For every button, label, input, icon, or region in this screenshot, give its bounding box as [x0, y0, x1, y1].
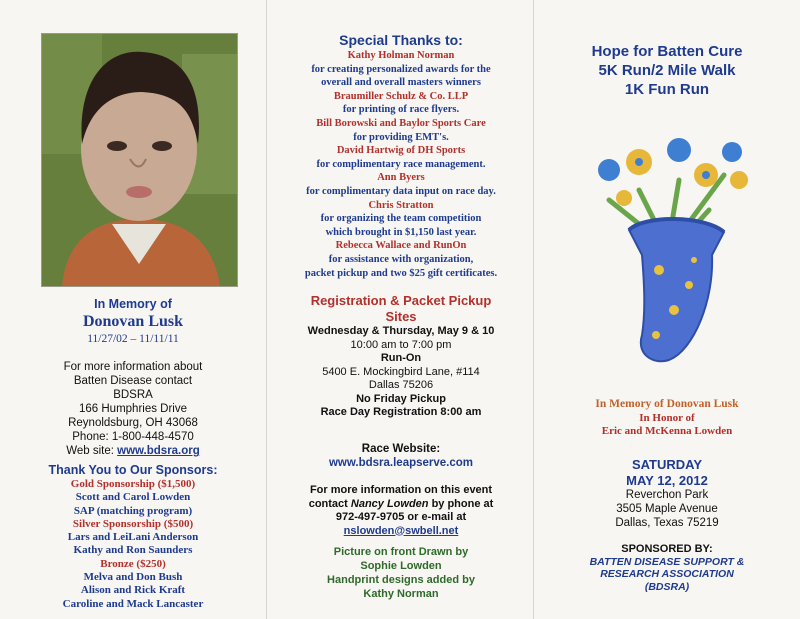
- thanks-name: David Hartwig of DH Sports: [336, 145, 466, 157]
- race-website-link[interactable]: www.bdsra.leapserve.com: [328, 457, 474, 469]
- memorial-dates: 11/27/02 – 11/11/11: [87, 333, 179, 345]
- thanks-name: Rebecca Wallace and RunOn: [335, 240, 467, 252]
- thanks-reason: packet pickup and two $25 gift certificates.: [304, 267, 498, 279]
- event-title: [534, 42, 800, 99]
- credit-line: Picture on front Drawn by: [333, 546, 469, 558]
- event-info-line: [267, 498, 535, 512]
- thanks-reason: for providing EMT's.: [353, 131, 449, 143]
- thanks-name: Kathy Holman Norman: [347, 50, 455, 61]
- child-portrait-image: [42, 34, 237, 286]
- info-line: 166 Humphries Drive: [78, 403, 187, 415]
- bdsra-contact-info: [0, 360, 266, 458]
- venue-line: Reverchon Park: [625, 489, 709, 501]
- thanks-name: Ann Byers: [377, 172, 425, 184]
- sponsor-level: Gold Sponsorship ($1,500): [70, 478, 196, 490]
- thanks-reason: overall and overall masters winners: [321, 77, 481, 89]
- sponsor-level: Bronze ($250): [100, 557, 166, 570]
- registration-line: No Friday Pickup: [356, 392, 446, 405]
- sponsor-lines: [0, 478, 266, 611]
- race-website-block: [267, 442, 535, 470]
- thanks-name: Bill Borowski and Baylor Sports Care: [316, 117, 486, 129]
- credit-line: Sophie Lowden: [360, 560, 442, 572]
- thanks-reason: for complimentary race management.: [316, 158, 486, 170]
- title-line: 5K Run/2 Mile Walk: [598, 62, 736, 79]
- info-line: Batten Disease contact: [73, 375, 193, 387]
- right-panel: [534, 0, 800, 619]
- org-line: RESEARCH ASSOCIATION: [600, 568, 734, 580]
- thanks-reason: for printing of race flyers.: [342, 104, 460, 116]
- event-info-line: For more information on this event: [309, 484, 493, 496]
- info-line: For more information about: [63, 361, 203, 373]
- race-website-heading: Race Website:: [361, 443, 441, 455]
- website-prefix: Web site:: [66, 445, 118, 457]
- middle-panel: [266, 0, 534, 619]
- event-date-location: [534, 457, 800, 530]
- sponsor-name: Kathy and Ron Saunders: [73, 544, 193, 557]
- artwork-credit: [267, 545, 535, 601]
- event-contact-info: [267, 484, 535, 538]
- info-line: Reynoldsburg, OH 43068: [68, 417, 198, 429]
- event-day: SATURDAY: [631, 457, 703, 472]
- sponsor-name: Scott and Carol Lowden: [75, 491, 191, 504]
- info-line: Phone: 1-800-448-4570: [72, 431, 194, 443]
- org-line: (BDSRA): [644, 580, 690, 593]
- special-thanks-block: [267, 32, 535, 280]
- contact-name: Nancy Lowden: [350, 497, 429, 510]
- sponsor-name: SAP (matching program): [73, 504, 193, 517]
- title-line: 1K Fun Run: [624, 81, 710, 98]
- bdsra-website-link[interactable]: www.bdsra.org: [117, 445, 200, 457]
- registration-heading-2: Sites: [385, 309, 417, 324]
- title-line: Hope for Batten Cure: [591, 43, 743, 60]
- left-panel: [0, 0, 266, 619]
- event-info-line: 972-497-9705 or e-mail at: [335, 511, 467, 523]
- venue-line: 3505 Maple Avenue: [616, 503, 718, 515]
- thanks-name: Braumiller Schulz & Co. LLP: [333, 90, 469, 102]
- memorial-name: Donovan Lusk: [82, 313, 184, 330]
- contact-email-link[interactable]: nslowden@swbell.net: [343, 524, 459, 537]
- thanks-reason: for creating personalized awards for the: [311, 63, 491, 75]
- thanks-reason: which brought in $1,150 last year.: [325, 226, 477, 238]
- child-photo: [41, 33, 238, 287]
- sponsor-name: Caroline and Mack Lancaster: [62, 597, 204, 610]
- sponsor-org-block: [534, 543, 800, 593]
- thanks-name: Chris Stratton: [368, 199, 434, 211]
- memorial-heading: In Memory of: [94, 297, 172, 311]
- thanks-lines: [267, 49, 535, 280]
- registration-line: 10:00 am to 7:00 pm: [350, 338, 452, 351]
- thanks-reason: for complimentary data input on race day.: [306, 185, 496, 197]
- credit-line: Handprint designs added by: [327, 574, 475, 586]
- sponsor-name: Lars and LeiLani Anderson: [67, 531, 199, 544]
- thanks-reason: for assistance with organization,: [328, 253, 474, 265]
- event-date: MAY 12, 2012: [626, 472, 708, 488]
- website-line: [0, 444, 266, 458]
- honor-names: Eric and McKenna Lowden: [601, 425, 733, 437]
- contact-prefix: contact: [308, 497, 351, 510]
- registration-line: Race Day Registration 8:00 am: [320, 406, 482, 418]
- special-thanks-heading: Special Thanks to:: [339, 32, 463, 48]
- registration-lines: [267, 325, 535, 420]
- credit-line: Kathy Norman: [363, 588, 439, 600]
- memorial-block: [0, 296, 266, 346]
- thanks-reason: for organizing the team competition: [320, 213, 482, 225]
- contact-suffix: by phone at: [428, 497, 494, 510]
- memory-honor-block: [534, 398, 800, 439]
- info-line: BDSRA: [113, 389, 153, 401]
- registration-line: Run-On: [380, 352, 422, 364]
- memory-line: In Memory of Donovan Lusk: [595, 398, 739, 410]
- sponsored-by-label: SPONSORED BY:: [621, 543, 713, 555]
- sponsors-heading: Thank You to Our Sponsors:: [48, 463, 218, 477]
- honor-line: In Honor of: [639, 411, 695, 424]
- sponsor-level: Silver Sponsorship ($500): [72, 517, 194, 530]
- sponsor-name: Alison and Rick Kraft: [80, 584, 186, 597]
- sponsor-name: Melva and Don Bush: [83, 571, 183, 584]
- registration-line: Dallas 75206: [368, 379, 434, 391]
- registration-line: Wednesday & Thursday, May 9 & 10: [307, 325, 495, 337]
- venue-line: Dallas, Texas 75219: [615, 517, 719, 529]
- flower-vase-drawing: [584, 120, 754, 380]
- registration-line: 5400 E. Mockingbird Lane, #114: [322, 365, 480, 378]
- registration-block: [267, 293, 535, 420]
- org-line: BATTEN DISEASE SUPPORT &: [589, 555, 745, 568]
- registration-heading-1: Registration & Packet Pickup: [310, 293, 492, 308]
- sponsors-list: [0, 463, 266, 611]
